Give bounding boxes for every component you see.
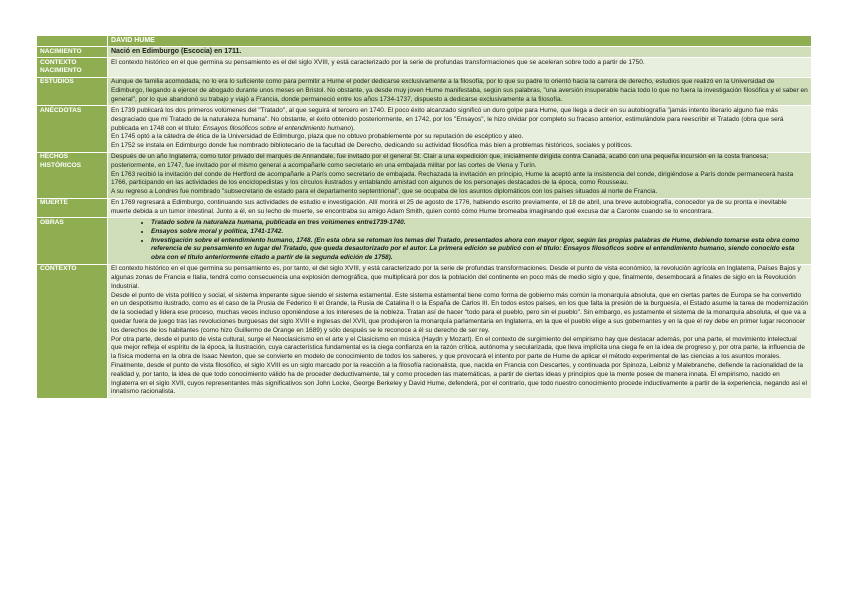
contexto-paragraph-4: Finalmente, desde el punto de vista filosófico, el siglo XVIII es un siglo marcado por la reacción a la filosofía racionalista, que, nacida en Francia con Descartes, y continuada por Spinoza, Leibniz y Malebranche, defiende la racionalidad de la realidad y, por tanto, la idea de que todo conocimiento válido ha de proceder deductivamente, tal y como proceden las matemáticas, a partir de ciertas ideas y principios que la mente posee de manera innata. El empirismo, nacido en Inglaterra en el siglo XVII, cuyos representantes más significativos son John Locke, George Berkeley y David Hume, defenderá, por el contrario, que todo nuestro conocimiento procede inductivamente a partir de la experiencia, negando así el innatismo racionalista. (111, 361, 807, 396)
contexto-paragraph-1: El contexto histórico en el que germina su pensamiento es, por tanto, el del siglo XVIII, y está caracterizado por la serie de profundas transformaciones. Desde el punto de vista económico, la revolución agrícola en Inglaterra, Países Bajos y algunas zonas de Francia e Italia, tendrá como consecuencia una explosión demográfica, que multiplicará por dos la población del continente en poco más de medio siglo y que, finalmente, desembocará a finales de siglo en la Revolución Industrial. (111, 265, 801, 290)
contexto-paragraph-3: Por otra parte, desde el punto de vista cultural, surge el Neoclasicismo en el arte y el Clasicismo en música (Haydn y Mozart). En el contexto de surgimiento del empirismo hay que destacar además, por una parte, el movimiento intelectual que mejor refleja el espíritu de la época, la Ilustración, cuya característica fundamental es la ciega confianza en la razón crítica, autónoma y secularizada, que lleva implícita una ciega fe en la idea de progreso y, por otra parte, la influencia de la física moderna en la obra de Isaac Newton, que se convierte en modelo de conocimiento de todos los saberes, y que provocará el intento por parte de Hume de aplicar el método experimental de las ciencias a los asuntos morales. (111, 335, 805, 361)
row-contexto-nacimiento (37, 57, 812, 77)
label-nacimiento: NACIMIENTO (37, 46, 108, 57)
obras-list (111, 219, 808, 263)
row-muerte (37, 198, 812, 218)
anecdotas-paragraph-1 (111, 107, 808, 133)
row-hechos (37, 152, 812, 198)
hechos-paragraph-3: A su regreso a Londres fue nombrado "subsecretario de estado para el departamento septentrional", que se ocupaba de los asuntos diplomáticos con los países situados al norte de Francia. (111, 188, 658, 196)
label-contexto: CONTEXTO (37, 264, 108, 398)
row-obras (37, 218, 812, 264)
contexto-paragraph-2: Desde el punto de vista político y social, el sistema imperante sigue siendo el sistema estamental. Este sistema estamental tiene como forma de gobierno más común la monarquía absoluta, que en ciertas partes de Europa se ha convertido en un despotismo ilustrado, como es el caso de la Prusia de Federico II el Grande, la Rusia de Catalina II o la España de Carlos III. En todos estos países, en los que falta la presión de la burguesía, el Estado asume la tarea de modernización de la sociedad y lidera ese proceso, muchas veces incluso oponiéndose a los intereses de la nobleza. Tratan así de hacer "todo para el pueblo, pero sin el pueblo". Sin embargo, es justamente el sistema de la monarquía absoluta, el que va a quedar fuera de juego tras las revoluciones burguesas del siglo XVIII e inglesas del XVII, que produjeron la monarquía parlamentaria en Inglaterra, en la que el pueblo elige a sus gobernantes y en la que el rey debe en primer lugar reconocer los derechos de los habitantes (como hizo Guillermo de Orange en 1689) y sólo después se le reconoce a él su derecho de ser rey. (111, 291, 808, 334)
biography-table (36, 35, 812, 399)
row-anecdotas (37, 106, 812, 152)
text-anecdotas (108, 106, 812, 152)
label-anecdotas: ANÉCDOTAS (37, 106, 108, 152)
row-nacimiento (37, 46, 812, 57)
title-label-cell (37, 36, 108, 47)
anecdotas-p1-text: En 1739 publicará los dos primeros volúmenes del "Tratado", al que seguirá el tercero en 1740. El poco éxito alcanzado significó un duro golpe para Hume, que llega a decir en su autobiografía "jamás intento literario alguno fue más desgraciado que mi Tratado de la naturaleza humana". No obstante, el éxito obtenido posteriormente, en 1742, por los "Ensayos", le hizo olvidar por completo su fracaso anterior, estimulándole para reescribir el Tratado (obra que será publicada en 1748 con el título: (111, 106, 784, 132)
obras-item: • Tratado sobre la naturaleza humana, publicada en tres volúmenes entre1739-1740. (151, 219, 808, 228)
row-contexto (37, 264, 812, 398)
anecdotas-p1-end: ). (350, 124, 355, 132)
label-muerte: MUERTE (37, 198, 108, 218)
text-nacimiento: Nació en Edimburgo (Escocia) en 1711. (108, 46, 812, 57)
label-obras: OBRAS (37, 218, 108, 264)
hechos-paragraph-2: En 1763 recibió la invitación del conde de Hertford de acompañarle a París como secretario de embajada. Rechazada la invitación en principio, Hume la aceptó ante la insistencia del conde, dirigiéndose a París donde permanecerá hasta 1766, participando en las actividades de los enciclopedistas y los círculos ilustrados y entablando amistad con algunos de los personajes destacados de la época, como Rousseau. (111, 170, 794, 187)
label-hechos: HECHOS HISTÓRICOS (37, 152, 108, 198)
label-estudios: ESTUDIOS (37, 77, 108, 106)
label-contexto-nacimiento: CONTEXTO NACIMIENTO (37, 57, 108, 77)
page-title: DAVID HUME (108, 36, 812, 47)
anecdotas-paragraph-2: En 1745 optó a la cátedra de ética de la Universidad de Edimburgo, plaza que no obtuvo probablemente por su reputación de escéptico y ateo. (111, 133, 524, 141)
obras-item: • Investigación sobre el entendimiento humano, 1748. (En esta obra se retoman los temas del Tratado, presentados ahora con mayor rigor, según las propias palabras de Hume, debiendo tomarse esta obra como referencia de su pensamiento en lugar del Tratado, que queda desautorizado por el autor. La primera edición se publicó con el título: Ensayos filosóficos sobre el entendimiento humano, siendo conocido esta obra con el título anteriormente citado a partir de la segunda edición de 1758). (151, 237, 808, 263)
text-estudios: Aunque de familia acomodada, no lo era lo suficiente como para permitir a Hume el poder dedicarse exclusivamente a la filosofía, por lo que su padre lo orientó hacia la carrera de derecho, estudios que realizó en la Universidad de Edimburgo, llegando a ejercer de abogado durante unos meses en Bristol. No obstante, ya desde muy joven Hume manifestaba, según sus palabras, "una aversión insuperable hacia todo lo que no fuera la investigación filosófica y el saber en general", por lo que abandonó su trabajo y viajó a Francia, donde permaneció entre los años 1734-1737, dispuesto a dedicarse exclusivamente a la filosofía. (108, 77, 812, 106)
text-contexto (108, 264, 812, 398)
anecdotas-p1-italic: Ensayos filosóficos sobre el entendimiento humano (202, 124, 351, 132)
text-contexto-nacimiento: El contexto histórico en el que germina su pensamiento es el del siglo XVIII, y está caracterizado por la serie de profundas transformaciones que se aceleran sobre todo a partir de 1750. (108, 57, 812, 77)
text-hechos (108, 152, 812, 198)
hechos-paragraph-1: Después de un año Inglaterra, como tutor privado del marqués de Annandale, fue invitado por el general St. Clair a una expedición que, inicialmente dirigida contra Canadá, acabó con una pequeña incursión en la costa francesa; posteriormente, en 1747, fue invitado por el mismo general a acompañarle como secretario en una embajada militar por las cortes de Viena y Turín. (111, 153, 769, 169)
obras-item: • Ensayos sobre moral y política, 1741-1742. (151, 228, 808, 237)
title-row (37, 36, 812, 47)
text-obras (108, 218, 812, 264)
text-muerte: En 1769 regresará a Edimburgo, continuando sus actividades de estudio e investigación. Allí morirá el 25 de agosto de 1776, habiendo escrito previamente, el 18 de abril, una breve autobiografía, conocedor ya de su pronta e inevitable muerte debida a un tumor intestinal. Junto a él, en su lecho de muerte, se encontraba su amigo Adam Smith, quien contó cómo Hume bromeaba imaginando qué excusa dar a Caronte cuando se lo encontrara. (108, 198, 812, 218)
row-estudios (37, 77, 812, 106)
anecdotas-paragraph-3: En 1752 se instala en Edimburgo donde fue nombrado bibliotecario de la facultad de Derecho, dedicando su actividad filosófica más bien a problemas históricos, sociales y políticos. (111, 142, 633, 150)
